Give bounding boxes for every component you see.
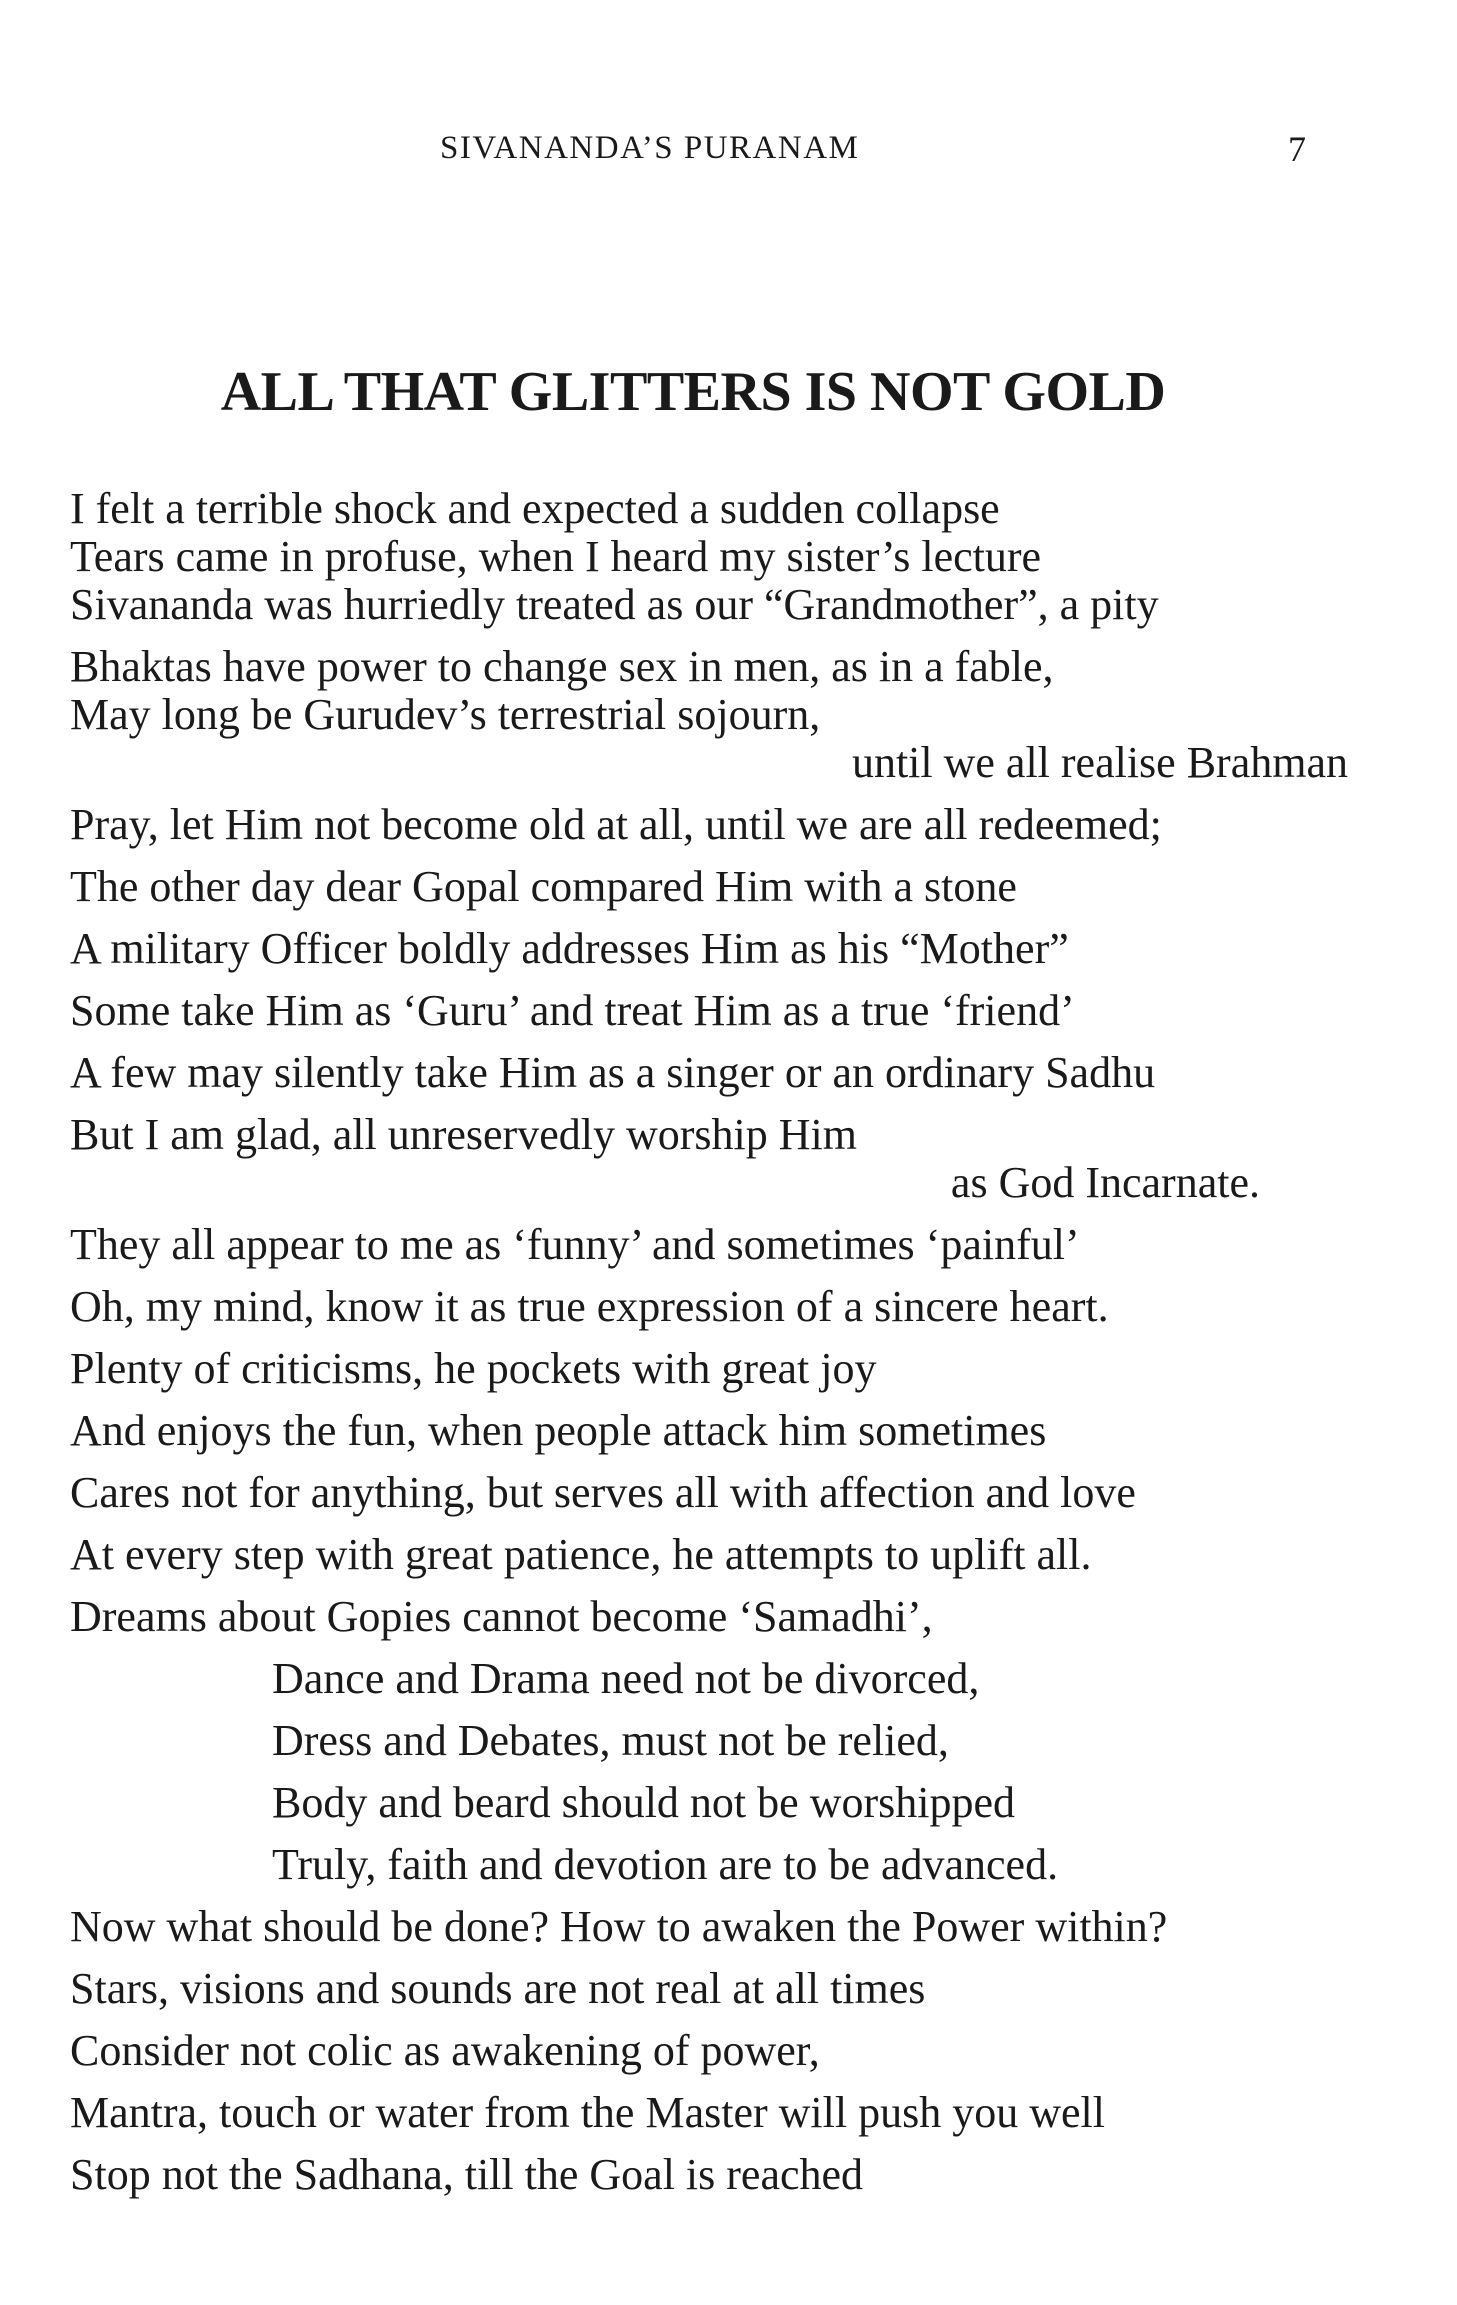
poem-body [70,478,1400,2206]
poem-line: But I am glad, all unreservedly worship Him [70,1110,857,1159]
poem-line: Oh, my mind, know it as true expression of a sincere heart. [70,1282,1109,1331]
chapter-title: ALL THAT GLITTERS IS NOT GOLD [220,361,1166,423]
poem-line: At every step with great patience, he attempts to uplift all. [70,1530,1092,1579]
poem-line: They all appear to me as ‘funny’ and sometimes ‘painful’ [70,1220,1080,1269]
poem-line: Pray, let Him not become old at all, until we are all redeemed; [70,800,1162,849]
poem-line-indented: Body and beard should not be worshipped [272,1778,1015,1827]
poem-line: Bhaktas have power to change sex in men, as in a fable, [70,642,1054,691]
poem-line: A few may silently take Him as a singer or an ordinary Sadhu [70,1048,1156,1097]
poem-line: I felt a terrible shock and expected a sudden collapse [70,484,1000,533]
poem-line-indented: Dance and Drama need not be divorced, [272,1654,980,1703]
poem-line: And enjoys the fun, when people attack him sometimes [70,1406,1047,1455]
poem-line: Stars, visions and sounds are not real at all times [70,1964,926,2013]
poem-line: Consider not colic as awakening of power, [70,2026,820,2075]
poem-line: May long be Gurudev’s terrestrial sojourn, [70,690,821,739]
poem-line: A military Officer boldly addresses Him as his “Mother” [70,924,1069,973]
poem-line-continuation: as God Incarnate. [950,1158,1260,1207]
poem-line: Tears came in profuse, when I heard my sister’s lecture [70,532,1042,581]
page-number: 7 [1288,129,1306,169]
poem-line-continuation: until we all realise Brahman [851,738,1348,787]
poem-line-indented: Dress and Debates, must not be relied, [272,1716,949,1765]
poem-line: Dreams about Gopies cannot become ‘Samadhi’, [70,1592,933,1641]
poem-line: Stop not the Sadhana, till the Goal is reached [70,2150,864,2199]
poem-line: Plenty of criticisms, he pockets with great joy [70,1344,877,1393]
poem-line: Now what should be done? How to awaken the Power within? [70,1902,1168,1951]
running-title: SIVANANDA’S PURANAM [440,130,860,166]
poem-line: Cares not for anything, but serves all with affection and love [70,1468,1136,1517]
poem-line: Sivananda was hurriedly treated as our “Grandmother”, a pity [70,580,1159,629]
poem-line-indented: Truly, faith and devotion are to be advanced. [272,1840,1059,1889]
poem-line: The other day dear Gopal compared Him with a stone [70,862,1017,911]
running-head [0,130,1457,180]
poem-line: Some take Him as ‘Guru’ and treat Him as a true ‘friend’ [70,986,1075,1035]
poem-line: Mantra, touch or water from the Master will push you well [70,2088,1105,2137]
